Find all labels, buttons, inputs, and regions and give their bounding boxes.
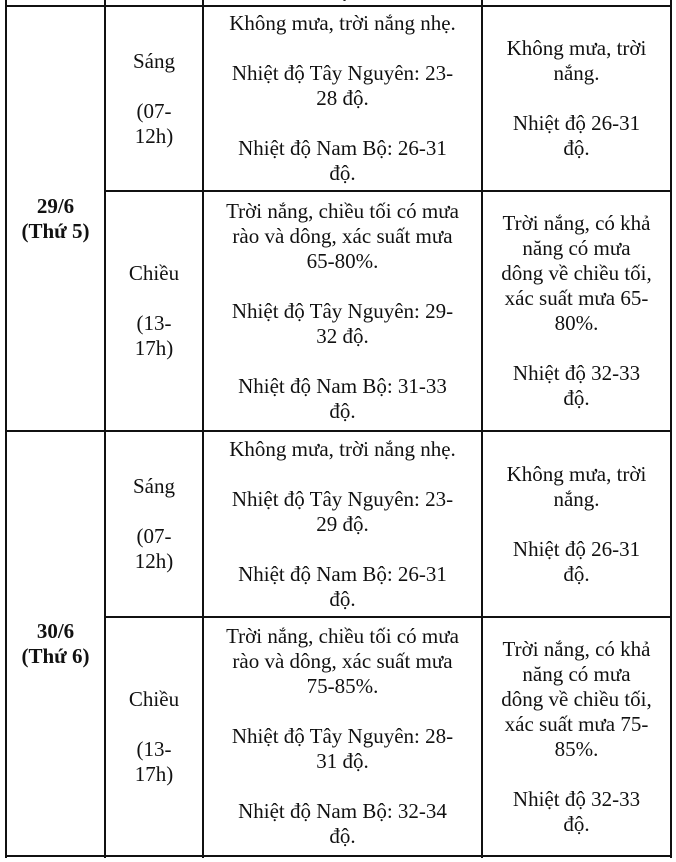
period-hours: 17h) — [134, 336, 174, 360]
temperature-nam-bo: Nhiệt độ Nam Bộ: 26-31 — [238, 561, 447, 586]
period-name: Sáng — [133, 474, 175, 498]
city-forecast-cell — [483, 192, 670, 430]
temperature-text: độ. — [563, 386, 590, 410]
temperature-nam-bo: độ. — [329, 398, 356, 423]
table-border-right — [670, 0, 672, 858]
region-forecast-cell — [204, 7, 481, 190]
period-name: Chiều — [128, 261, 180, 285]
weather-text: Trời nắng, chiều tối có mưa — [226, 198, 459, 223]
city-forecast-cell — [483, 7, 670, 190]
period-hours: (07- — [136, 524, 172, 548]
temperature-tay-nguyen: 32 độ. — [316, 323, 369, 348]
period-name: Sáng — [133, 48, 175, 73]
temperature-text: Nhiệt độ 26-31 — [512, 111, 641, 135]
weather-text: 85%. — [554, 736, 599, 761]
temperature-text: độ. — [563, 136, 590, 160]
weekday-label: (Thứ 5) — [21, 218, 90, 243]
temperature-text: Nhiệt độ 32-33 — [512, 786, 641, 811]
weather-text: xác suất mưa 65- — [504, 286, 649, 310]
temperature-tay-nguyen: 28 độ. — [316, 86, 369, 110]
weather-text: dông về chiều tối, — [501, 686, 652, 711]
temperature-nam-bo: độ. — [329, 824, 356, 848]
weather-text: 80%. — [554, 311, 599, 335]
cropped-text-remnant — [343, 0, 346, 1]
temperature-tay-nguyen: 31 độ. — [316, 749, 369, 773]
weather-text: năng có mưa — [522, 236, 631, 260]
weather-text: nắng. — [553, 486, 600, 511]
date-label: 29/6 — [36, 193, 75, 218]
weather-text: Không mưa, trời — [506, 36, 647, 60]
city-forecast-cell — [483, 432, 670, 616]
temperature-nam-bo: Nhiệt độ Nam Bộ: 31-33 — [238, 373, 447, 398]
period-cell — [106, 432, 202, 616]
temperature-nam-bo: độ. — [329, 161, 356, 185]
period-hours: 12h) — [134, 549, 174, 573]
temperature-nam-bo: độ. — [329, 586, 356, 611]
weekday-label: (Thứ 6) — [21, 643, 90, 668]
period-hours: (13- — [136, 311, 172, 335]
period-hours: (07- — [136, 98, 172, 123]
weather-text: xác suất mưa 75- — [504, 711, 649, 736]
weather-text: dông về chiều tối, — [501, 261, 652, 285]
temperature-nam-bo: Nhiệt độ Nam Bộ: 32-34 — [238, 799, 447, 823]
weather-text: Không mưa, trời nắng nhẹ. — [229, 436, 456, 461]
weather-text: Không mưa, trời nắng nhẹ. — [229, 11, 456, 35]
temperature-text: độ. — [563, 561, 590, 586]
weather-text: 75-85%. — [306, 674, 379, 698]
period-cell — [106, 192, 202, 430]
weather-text: Trời nắng, chiều tối có mưa — [226, 624, 459, 648]
temperature-tay-nguyen: Nhiệt độ Tây Nguyên: 28- — [231, 724, 454, 748]
period-name: Chiều — [128, 686, 180, 711]
weather-text: nắng. — [553, 61, 600, 85]
period-cell — [106, 7, 202, 190]
temperature-nam-bo: Nhiệt độ Nam Bộ: 26-31 — [238, 136, 447, 160]
date-cell — [7, 7, 104, 430]
table-border-bottom — [5, 855, 672, 857]
temperature-tay-nguyen: Nhiệt độ Tây Nguyên: 29- — [231, 298, 454, 323]
period-cell — [106, 618, 202, 855]
date-cell — [7, 432, 104, 855]
period-hours: 12h) — [134, 123, 174, 148]
period-hours: (13- — [136, 736, 172, 761]
temperature-tay-nguyen: Nhiệt độ Tây Nguyên: 23- — [231, 486, 454, 511]
period-hours: 17h) — [134, 761, 174, 786]
weather-text: rào và dông, xác suất mưa — [232, 223, 453, 248]
date-label: 30/6 — [36, 618, 75, 643]
weather-text: 65-80%. — [306, 248, 379, 273]
city-forecast-cell — [483, 618, 670, 855]
weather-text: Trời nắng, có khả — [502, 211, 651, 235]
weather-text: Không mưa, trời — [506, 461, 647, 486]
region-forecast-cell — [204, 432, 481, 616]
region-forecast-cell — [204, 192, 481, 430]
temperature-tay-nguyen: Nhiệt độ Tây Nguyên: 23- — [231, 61, 454, 85]
weather-text: rào và dông, xác suất mưa — [232, 649, 453, 673]
temperature-tay-nguyen: 29 độ. — [316, 511, 369, 536]
region-forecast-cell — [204, 618, 481, 855]
weather-text: năng có mưa — [522, 661, 631, 686]
weather-text: Trời nắng, có khả — [502, 636, 651, 661]
temperature-text: độ. — [563, 811, 590, 836]
temperature-text: Nhiệt độ 32-33 — [512, 361, 641, 385]
temperature-text: Nhiệt độ 26-31 — [512, 536, 641, 561]
